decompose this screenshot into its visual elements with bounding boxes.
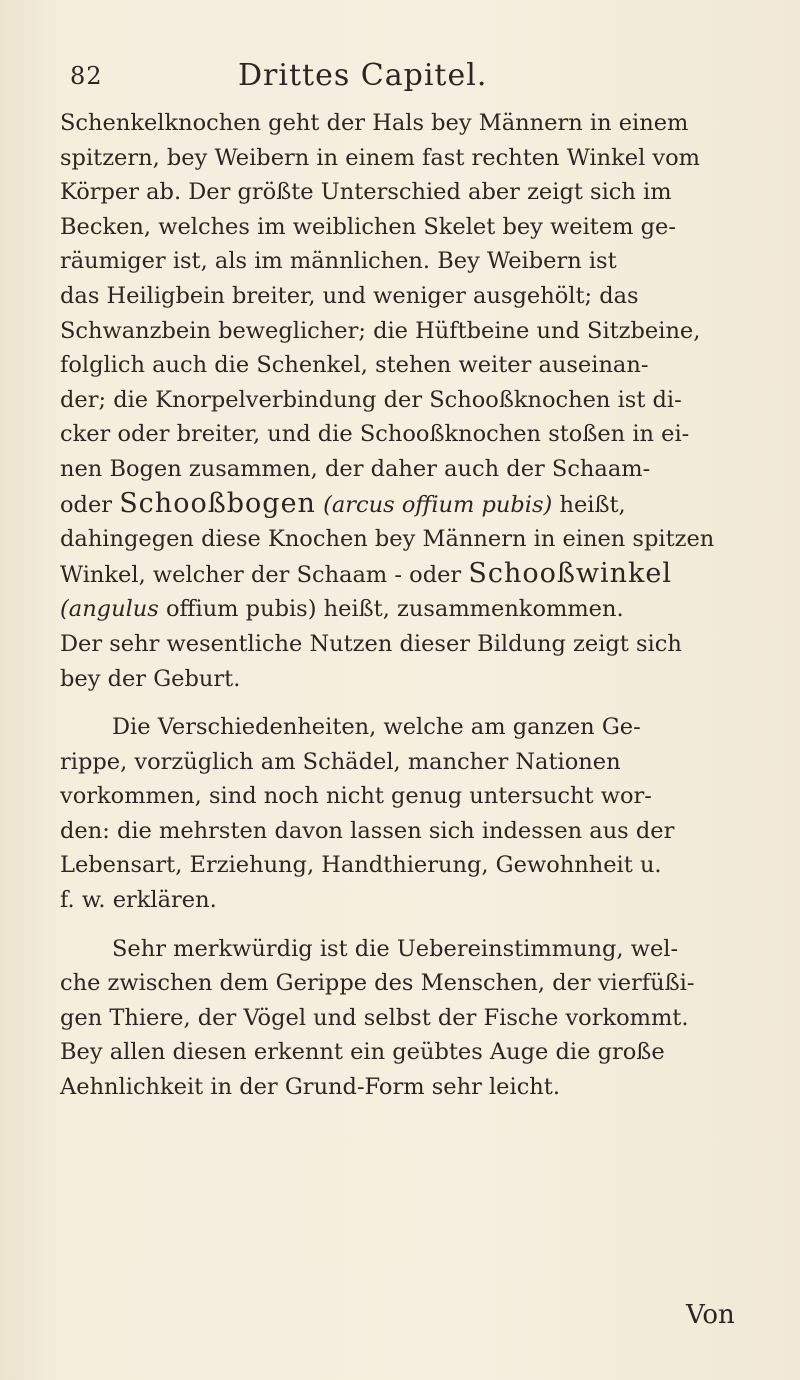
text-line: che zwischen dem Gerippe des Menschen, der vierfüßi- [60,970,695,997]
text-line: Körper ab. Der größte Unterschied aber zeigt sich im [60,179,672,206]
text-line [60,557,760,593]
text-line: f. w. erklären. [60,887,217,914]
term-schoosswinkel: Schooßwinkel [468,557,673,589]
text-line: Aehnlichkeit in der Grund-Form sehr leicht. [60,1074,560,1101]
text-line: gen Thiere, der Vögel und selbst der Fische vorkommt. [60,1004,689,1031]
text-line [60,487,760,523]
text-line: Bey allen diesen erkennt ein geübtes Auge die große [60,1039,665,1066]
latin-term-angulus: (angulus [60,596,159,623]
text-line [60,592,760,627]
text-line: rippe, vorzüglich am Schädel, mancher Nationen [60,748,621,775]
text-line: Lebensart, Erziehung, Handthierung, Gewohnheit u. [60,852,662,879]
line-fragment: heißt, [559,491,626,518]
line-fragment: Winkel, welcher der Schaam - oder [60,561,462,588]
text-line: den: die mehrsten davon lassen sich indessen aus der [60,817,675,844]
latin-term-arcus: (arcus offium pubis) [323,491,553,518]
text-line: Sehr merkwürdig ist die Uebereinstimmung, wel- [112,935,679,962]
paragraph-3 [60,932,760,1105]
text-line: dahingegen diese Knochen bey Männern in einen spitzen [60,526,715,553]
line-fragment: oder [60,491,113,518]
text-line: vorkommen, sind noch nicht genug untersucht wor- [60,783,652,810]
text-line: Becken, welches im weiblichen Skelet bey weitem ge- [60,213,676,240]
text-line: folglich auch die Schenkel, stehen weiter auseinan- [60,352,649,379]
page-header [70,58,750,102]
paragraph-2 [60,710,760,918]
term-schoossbogen: Schooßbogen [119,487,316,519]
line-fragment: offium pubis) heißt, zusammenkommen. [165,596,624,623]
text-line: Die Verschiedenheiten, welche am ganzen Ge- [112,714,641,741]
text-line: Schenkelknochen geht der Hals bey Männern in einem [60,110,689,136]
text-line: Der sehr wesentliche Nutzen dieser Bildung zeigt sich [60,630,682,657]
catchword: Von [686,1300,735,1330]
text-line: nen Bogen zusammen, der daher auch der Schaam- [60,455,651,482]
text-line: Schwanzbein beweglicher; die Hüftbeine und Sitzbeine, [60,317,701,344]
paragraph-1 [60,106,760,696]
paragraph-gap [60,918,760,932]
text-line: bey der Geburt. [60,665,241,692]
running-head: Drittes Capitel. [238,58,488,93]
page-number: 82 [70,62,103,90]
text-line: das Heiligbein breiter, und weniger ausgehölt; das [60,282,639,309]
text-line: cker oder breiter, und die Schooßknochen stoßen in ei- [60,421,690,448]
paragraph-gap [60,696,760,710]
body-text [60,106,760,1105]
text-line: der; die Knorpelverbindung der Schooßknochen ist di- [60,386,682,413]
text-line: spitzern, bey Weibern in einem fast rechten Winkel vom [60,144,701,171]
text-line: räumiger ist, als im männlichen. Bey Weibern ist [60,248,617,275]
